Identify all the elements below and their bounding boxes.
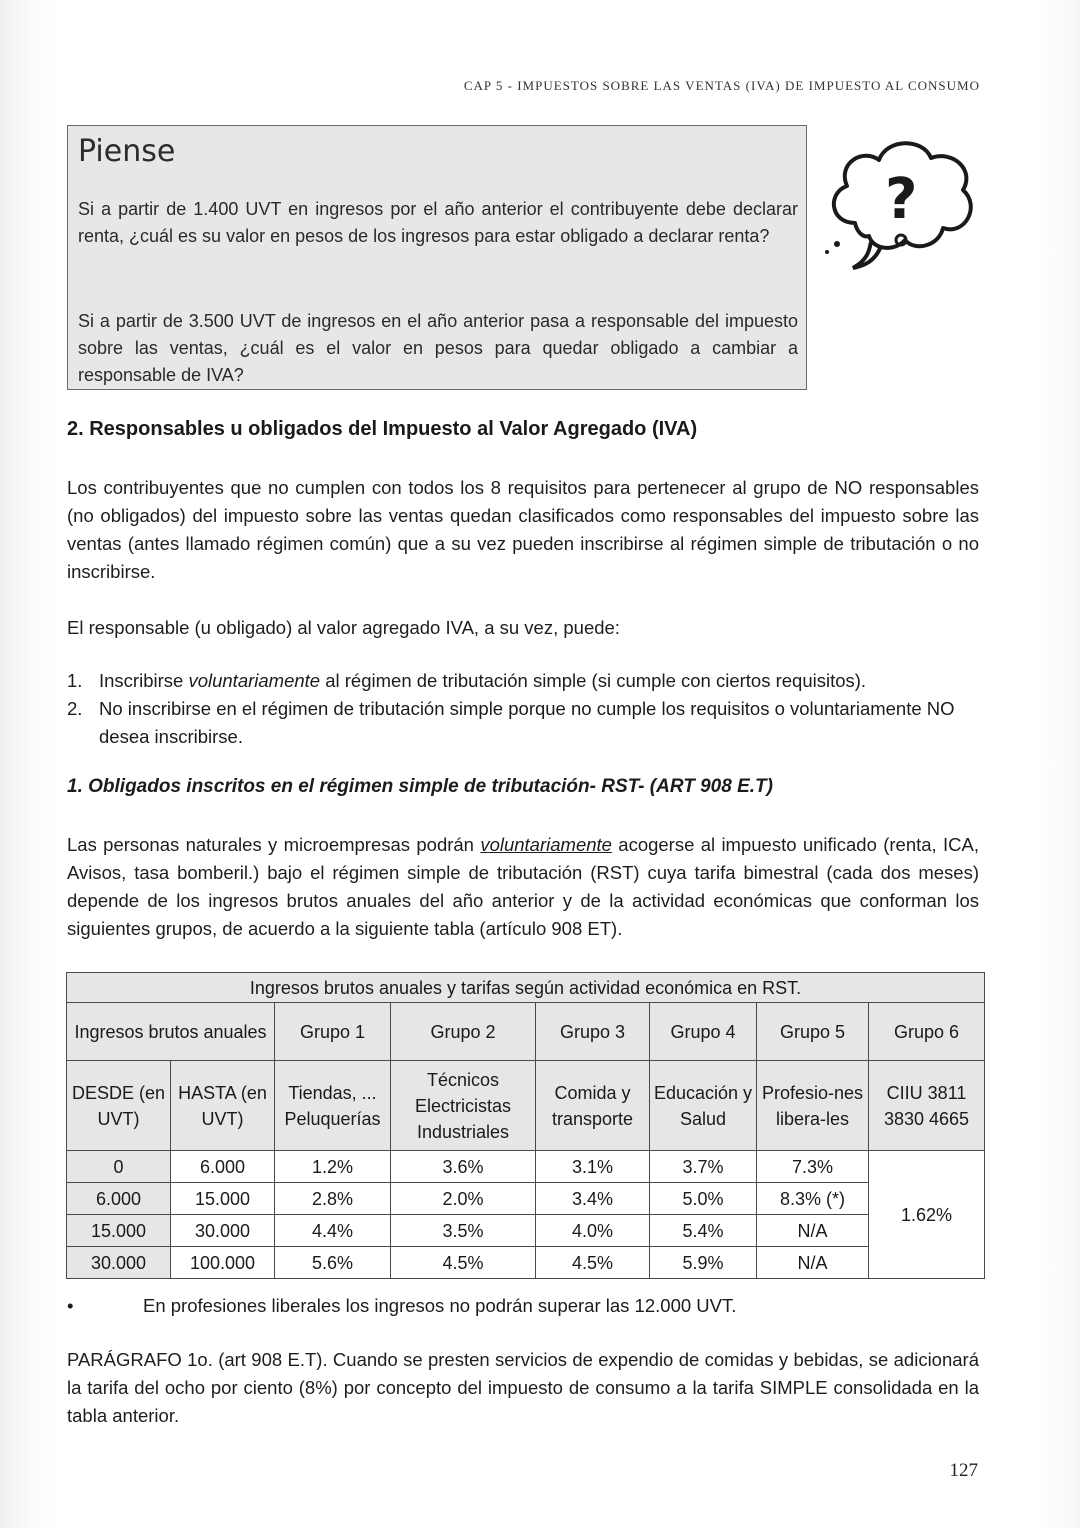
- table-title: Ingresos brutos anuales y tarifas según actividad económica en RST.: [67, 973, 985, 1003]
- section-heading: 2. Responsables u obligados del Impuesto al Valor Agregado (IVA): [67, 418, 698, 440]
- subsection-paragraph: Las personas naturales y microempresas podrán voluntariamente acogerse al impuesto unificado (renta, ICA, Avisos, tasa bomberil.) bajo el régimen simple de tributación (RST) cuya tarifa bimestral (cada dos meses) depende de los ingresos brutos anuales del año anterior y de la actividad económicas que conforman los siguientes grupos, de acuerdo a la siguiente tabla (artículo 908 ET).: [67, 834, 979, 939]
- thought-bubble-question-icon: [815, 128, 980, 278]
- page-number: 127: [949, 1460, 978, 1481]
- table-row: 6.000 15.000 2.8% 2.0% 3.4% 5.0% 8.3% (*): [67, 1183, 985, 1215]
- activity-cell: CIIU 3811 3830 4665: [869, 1061, 985, 1151]
- options-list: [67, 667, 979, 751]
- rst-rates-table: [66, 972, 985, 1279]
- activity-cell: Técnicos Electricistas Industriales: [391, 1061, 536, 1151]
- section-paragraph-2: El responsable (u obligado) al valor agregado IVA, a su vez, puede:: [67, 617, 620, 638]
- table-row: 15.000 30.000 4.4% 3.5% 4.0% 5.4% N/A: [67, 1215, 985, 1247]
- table-row: 30.000 100.000 5.6% 4.5% 4.5% 5.9% N/A: [67, 1247, 985, 1279]
- group-header: Grupo 1: [275, 1003, 391, 1061]
- list-item: 1. Inscribirse voluntariamente al régimen de tributación simple (si cumple con ciertos requisitos).: [67, 670, 867, 691]
- paragrafo: PARÁGRAFO 1o. (art 908 E.T). Cuando se presten servicios de expendio de comidas y bebidas, se adicionará la tarifa del ocho por ciento (8%) por concepto del impuesto de consumo a la tarifa SIMPLE consolidada en la tabla anterior.: [67, 1349, 979, 1426]
- col-hasta: HASTA (en UVT): [171, 1061, 275, 1151]
- col-desde: DESDE (en UVT): [67, 1061, 171, 1151]
- income-header: Ingresos brutos anuales: [67, 1003, 275, 1061]
- note-text: En profesiones liberales los ingresos no podrán superar las 12.000 UVT.: [143, 1295, 737, 1316]
- think-box-question-1: Si a partir de 1.400 UVT en ingresos por el año anterior el contribuyente debe declarar renta, ¿cuál es su valor en pesos de los ingresos para estar obligado a declarar renta?: [78, 199, 798, 246]
- note-bullet: •: [67, 1295, 74, 1316]
- table-row: 0 6.000 1.2% 3.6% 3.1% 3.7% 7.3% 1.62%: [67, 1151, 985, 1183]
- svg-text:?: ?: [885, 167, 918, 232]
- group-header: Grupo 2: [391, 1003, 536, 1061]
- activity-cell: Educación y Salud: [650, 1061, 757, 1151]
- group-header: Grupo 3: [536, 1003, 650, 1061]
- group-header: Grupo 4: [650, 1003, 757, 1061]
- list-item: 2. No inscribirse en el régimen de tributación simple porque no cumple los requisitos o voluntariamente NO desea inscribirse.: [67, 698, 955, 747]
- section-paragraph-1: Los contribuyentes que no cumplen con todos los 8 requisitos para pertenecer al grupo de NO responsables (no obligados) del impuesto sobre las ventas quedan clasificados como responsables del impuesto sobre las ventas (antes llamado régimen común) que a su vez pueden inscribirse al régimen simple de tributación o no inscribirse.: [67, 477, 979, 582]
- group6-rate: 1.62%: [869, 1151, 985, 1279]
- subsection-heading: 1. Obligados inscritos en el régimen simple de tributación- RST- (ART 908 E.T): [67, 776, 773, 797]
- think-box: [67, 125, 807, 390]
- activity-cell: Profesio-nes libera-les: [757, 1061, 869, 1151]
- think-box-title: Piense: [78, 134, 176, 169]
- running-head: CAP 5 - IMPUESTOS SOBRE LAS VENTAS (IVA) DE IMPUESTO AL CONSUMO: [463, 78, 980, 93]
- group-header: Grupo 5: [757, 1003, 869, 1061]
- group-header: Grupo 6: [869, 1003, 985, 1061]
- activity-cell: Comida y transporte: [536, 1061, 650, 1151]
- activity-cell: Tiendas, ... Peluquerías: [275, 1061, 391, 1151]
- think-box-question-2: Si a partir de 3.500 UVT de ingresos en el año anterior pasa a responsable del impuesto sobre las ventas, ¿cuál es el valor en pesos para quedar obligado a cambiar a responsable de IVA?: [78, 311, 798, 385]
